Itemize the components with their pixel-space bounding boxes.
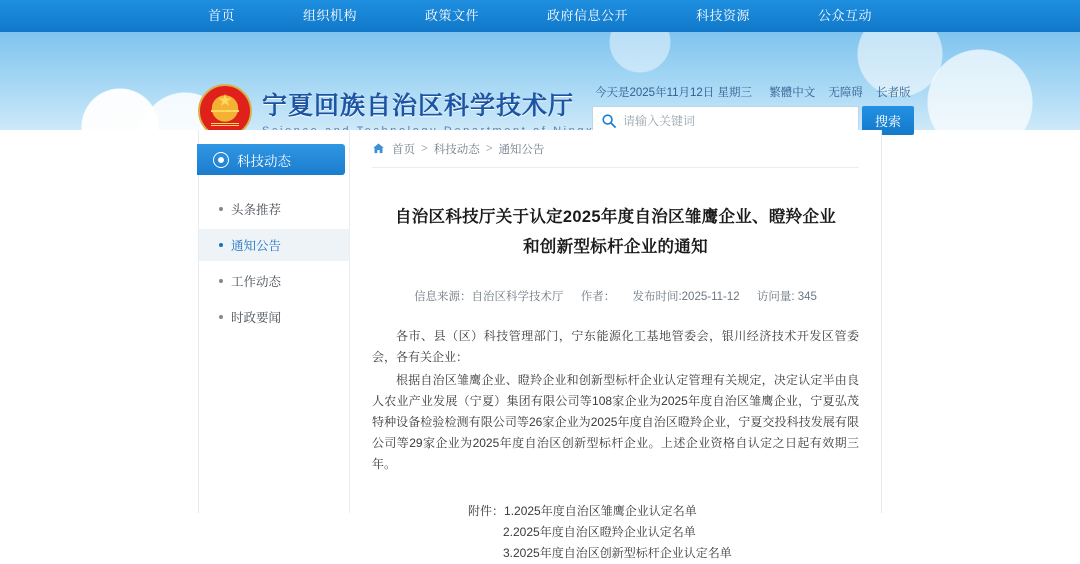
home-icon [372,142,385,155]
sidebar-header [197,144,345,175]
compass-icon [213,152,229,168]
header-utility-row [595,84,911,100]
sidebar [199,130,349,513]
nav-item-government-info[interactable]: 政府信息公开 [547,8,629,23]
nav-item-public-interaction[interactable]: 公众互动 [818,8,873,23]
attachment-row [468,501,859,522]
bullet-icon [219,315,223,319]
attachment-label: 附件： [468,504,505,518]
sidebar-item-label: 时政要闻 [231,311,282,325]
sidebar-item-label: 头条推荐 [231,203,282,217]
article-attachments [372,501,859,564]
sidebar-item-notice[interactable] [199,229,349,261]
article-publish-time: 发布时间:2025-11-12 [632,291,740,303]
article-title [372,202,859,262]
article-paragraph: 各市、县（区）科技管理部门，宁东能源化工基地管委会，银川经济技术开发区管委会，各有关企业： [372,329,859,364]
article-paragraph: 根据自治区雏鹰企业、瞪羚企业和创新型标杆企业认定管理有关规定，决定认定半由良人农业产业发展（宁夏）集团有限公司等108家企业为2025年度自治区雏鹰企业，宁夏弘茂特种设备检验检测有限公司等26家企业为2025年度自治区瞪羚企业，宁夏交投科技发展有限公司等29家企业为2025年度自治区创新型标杆企业。上述企业资格自认定之日起有效期三年。 [372,373,859,471]
article-panel [349,130,881,560]
breadcrumb-item-home[interactable]: 首页 [392,143,415,156]
current-date-text: 今天是2025年11月12日 星期三 [595,87,753,99]
sidebar-list [199,193,349,333]
accessibility-link[interactable]: 无障碍 [828,87,863,99]
search-icon [601,113,617,129]
article-meta [372,288,859,304]
bullet-icon [219,207,223,211]
nav-item-organization[interactable]: 组织机构 [302,8,357,23]
traditional-chinese-link[interactable]: 繁體中文 [769,87,816,99]
breadcrumb-item-sci-tech-news[interactable]: 科技动态 [433,143,480,156]
breadcrumb-separator: > [421,142,428,155]
article-title-line-2: 和创新型标杆企业的通知 [523,238,708,256]
site-title-cn: 宁夏回族自治区科学技术厅 [262,91,575,120]
sidebar-item-label: 工作动态 [231,275,282,289]
nav-item-policy-documents[interactable]: 政策文件 [424,8,479,23]
attachment-link-3[interactable]: 3.2025年度自治区创新型标杆企业认定名单 [503,546,732,560]
sidebar-header-label: 科技动态 [237,153,291,169]
sidebar-item-headline[interactable] [199,193,349,225]
article-body [372,326,859,475]
attachment-link-1[interactable]: 1.2025年度自治区雏鹰企业认定名单 [504,504,697,518]
breadcrumb-separator: > [485,142,493,155]
breadcrumb-item-notice[interactable]: 通知公告 [498,143,545,156]
sidebar-item-label: 通知公告 [231,239,282,253]
content-container [198,130,882,560]
sidebar-item-current-affairs[interactable] [199,301,349,333]
site-banner [0,32,1080,130]
nav-item-sci-tech-resources[interactable]: 科技资源 [696,8,751,23]
article-views: 访问量: 345 [756,291,817,303]
elder-version-link[interactable]: 长者版 [876,87,911,99]
article-author: 作者： [580,291,616,303]
article-title-line-1: 自治区科技厅关于认定2025年度自治区雏鹰企业、瞪羚企业 [394,208,837,226]
breadcrumb [372,130,859,168]
sidebar-item-work-news[interactable] [199,265,349,297]
top-navigation-bar [0,0,1080,32]
attachment-link-2[interactable]: 2.2025年度自治区瞪羚企业认定名单 [503,525,696,539]
site-title-block [262,86,608,137]
nav-item-home[interactable]: 首页 [207,8,235,23]
search-input[interactable] [617,114,858,128]
article-source: 信息来源：自治区科学技术厅 [414,291,564,303]
bullet-icon [219,243,223,247]
bullet-icon [219,279,223,283]
search-button[interactable]: 搜索 [862,106,914,135]
